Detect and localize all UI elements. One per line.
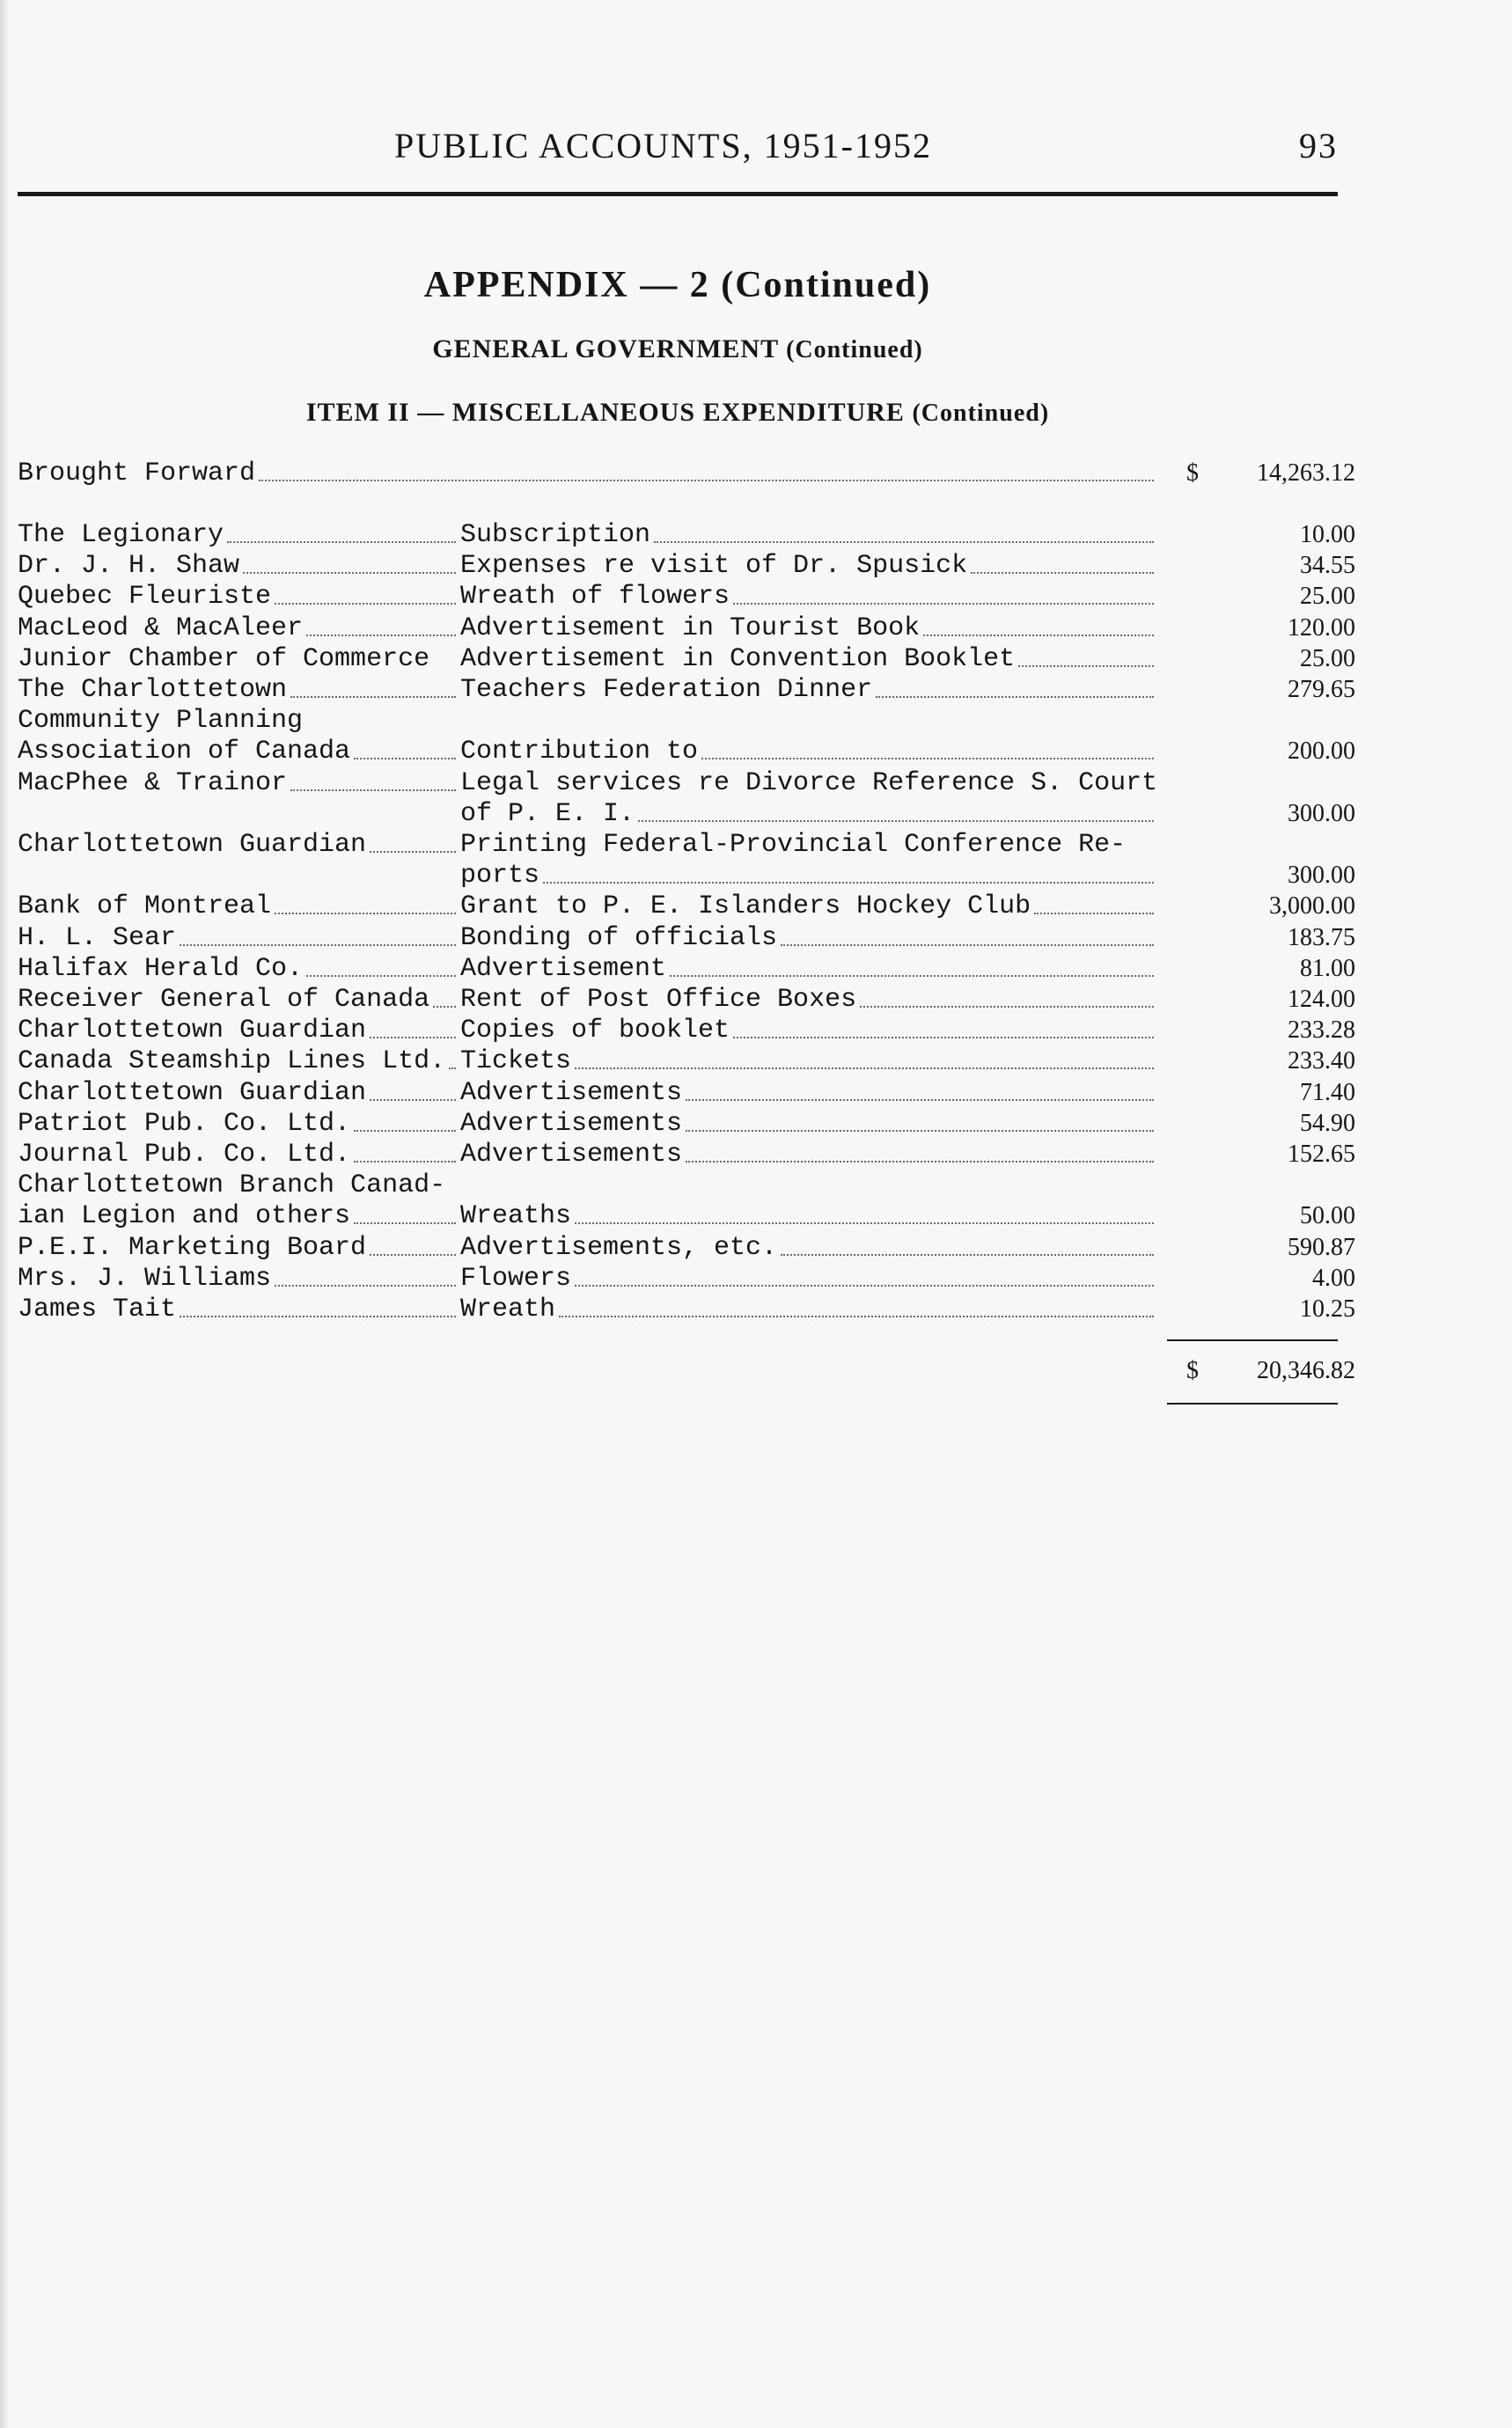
payee-name: Charlottetown Guardian	[18, 1077, 367, 1108]
purpose-cell	[460, 1294, 1157, 1325]
dot-leader	[275, 1285, 456, 1287]
table-row	[18, 829, 1338, 861]
purpose-text: Contribution to	[460, 737, 699, 767]
purpose-text: Expenses re visit of Dr. Spusick	[460, 551, 968, 582]
dot-leader	[290, 696, 456, 698]
total-row	[18, 1355, 1355, 1387]
purpose-cell	[460, 1077, 1157, 1109]
purpose-cell	[460, 674, 1157, 706]
amount-cell: 300.00	[1288, 862, 1355, 890]
amount-cell: 590.87	[1288, 1233, 1355, 1261]
payee-cell	[18, 550, 459, 582]
appendix-title: APPENDIX — 2 (Continued)	[423, 265, 932, 305]
amount-cell	[1162, 705, 1355, 737]
payee-name: Canada Steamship Lines Ltd.	[18, 1046, 446, 1077]
payee-name: Community Planning	[18, 706, 304, 737]
dot-leader	[180, 1316, 456, 1317]
dot-leader	[701, 758, 1154, 759]
purpose-text: Advertisement in Convention Booklet	[460, 643, 1016, 674]
payee-name: Mrs. J. Williams	[18, 1263, 272, 1294]
dot-leader	[575, 1067, 1154, 1069]
purpose-cell	[460, 519, 1157, 551]
table-row	[18, 1108, 1355, 1140]
purpose-cell	[460, 1200, 1157, 1232]
dot-leader	[290, 789, 456, 791]
dot-leader	[559, 1316, 1154, 1317]
purpose-cell	[460, 860, 1157, 891]
purpose-text: Wreaths	[460, 1201, 572, 1232]
table-row	[18, 643, 1355, 675]
purpose-text: Printing Federal-Provincial Conference Re-	[460, 830, 1127, 860]
dot-leader	[370, 1099, 456, 1101]
purpose-text: of P. E. I.	[460, 798, 635, 829]
table-row	[18, 736, 1355, 767]
total-currency: $	[1186, 1357, 1199, 1384]
payee-cell	[18, 519, 459, 551]
payee-name: Charlottetown Branch Canad-	[18, 1170, 446, 1201]
amount-cell: 25.00	[1300, 644, 1355, 672]
table-row	[18, 674, 1355, 706]
dot-leader	[654, 541, 1154, 543]
purpose-cell	[460, 1170, 1157, 1201]
purpose-cell	[460, 891, 1157, 922]
payee-name: P.E.I. Marketing Board	[18, 1232, 367, 1263]
amount-cell: 71.40	[1300, 1078, 1355, 1106]
payee-cell	[18, 1200, 459, 1232]
payee-cell	[18, 1294, 459, 1325]
amount-cell: 233.28	[1288, 1016, 1355, 1045]
dot-leader	[575, 1285, 1154, 1287]
dot-leader	[354, 1161, 456, 1163]
brought-forward-amount: 14,263.12	[1257, 459, 1355, 487]
running-title: PUBLIC ACCOUNTS, 1951-1952	[394, 126, 932, 165]
purpose-text: Legal services re Divorce Reference S. Court	[460, 767, 1157, 798]
purpose-text: Bonding of officials	[460, 922, 778, 953]
item-title-paren: (Continued)	[912, 400, 1050, 427]
dot-leader	[370, 1254, 456, 1256]
table-row	[18, 922, 1355, 954]
purpose-cell	[460, 1139, 1157, 1170]
payee-name: Bank of Montreal	[18, 891, 272, 922]
dot-leader	[180, 944, 456, 946]
brought-forward-row	[18, 458, 1355, 489]
purpose-text: Advertisements	[460, 1108, 683, 1139]
payee-name: ian Legion and others	[18, 1201, 351, 1232]
amount-cell: 3,000.00	[1269, 892, 1355, 921]
dot-leader	[1034, 913, 1154, 914]
purpose-cell	[460, 705, 1157, 737]
payee-cell	[18, 860, 459, 891]
amount-cell	[1162, 1170, 1355, 1201]
purpose-cell	[460, 1263, 1157, 1295]
payee-cell	[18, 891, 459, 922]
amount-cell: 233.40	[1288, 1047, 1355, 1075]
purpose-text: Teachers Federation Dinner	[460, 675, 873, 705]
page-header	[18, 125, 1338, 169]
dot-leader	[971, 572, 1154, 574]
amount-cell: 54.90	[1300, 1109, 1355, 1137]
payee-name: Receiver General of Canada	[18, 985, 430, 1015]
payee-name: MacLeod & MacAleer	[18, 613, 304, 643]
purpose-cell	[460, 1015, 1157, 1046]
dot-leader	[306, 975, 456, 977]
purpose-text: Advertisements	[460, 1077, 683, 1108]
item-title-main: ITEM II — MISCELLANEOUS EXPENDITURE	[305, 398, 905, 427]
purpose-cell	[460, 736, 1157, 767]
purpose-text: Rent of Post Office Boxes	[460, 985, 857, 1015]
table-row	[18, 1232, 1355, 1264]
table-row	[18, 1139, 1355, 1170]
amount-cell: 10.25	[1300, 1295, 1355, 1323]
payee-name: H. L. Sear	[18, 922, 177, 953]
table-row	[18, 1294, 1355, 1325]
payee-cell	[18, 1077, 459, 1109]
purpose-cell	[460, 643, 1157, 675]
dot-leader	[686, 1099, 1154, 1101]
table-row	[18, 581, 1355, 613]
purpose-cell	[460, 798, 1157, 830]
amount-cell: 10.00	[1300, 521, 1355, 548]
dot-leader	[860, 1006, 1154, 1008]
purpose-text: Wreath of flowers	[460, 582, 730, 613]
payee-cell	[18, 1263, 459, 1295]
dot-leader	[670, 975, 1154, 977]
dot-leader	[923, 635, 1154, 636]
purpose-text: Advertisement in Tourist Book	[460, 613, 921, 643]
amount-cell	[1162, 829, 1355, 861]
dot-leader	[306, 635, 456, 636]
payee-cell	[18, 674, 459, 706]
payee-cell	[18, 953, 459, 985]
amount-cell: 124.00	[1288, 986, 1355, 1013]
dot-leader	[275, 913, 456, 914]
dot-leader	[275, 603, 456, 605]
sum-rule-top	[1167, 1339, 1338, 1341]
dot-leader	[449, 1067, 456, 1069]
table-row	[18, 1200, 1355, 1232]
amount-cell: 50.00	[1300, 1202, 1355, 1230]
payee-cell	[18, 705, 459, 737]
table-row	[18, 798, 1355, 830]
purpose-text: ports	[460, 861, 540, 891]
table-row	[18, 550, 1355, 582]
table-row	[18, 519, 1355, 551]
table-row	[18, 984, 1355, 1016]
amount-cell: 120.00	[1288, 613, 1355, 642]
dot-leader	[370, 851, 456, 853]
brought-forward-currency: $	[1186, 459, 1199, 487]
header-rule	[18, 192, 1338, 196]
purpose-cell	[460, 550, 1157, 582]
purpose-text: Subscription	[460, 520, 651, 550]
dot-leader	[227, 541, 456, 543]
dot-leader	[733, 1037, 1154, 1038]
dot-leader	[686, 1130, 1154, 1132]
payee-cell	[18, 798, 459, 830]
dot-leader	[686, 1161, 1154, 1163]
payee-cell	[18, 984, 459, 1016]
dot-leader	[1018, 665, 1154, 667]
purpose-text: Advertisement	[460, 953, 667, 984]
payee-cell	[18, 1015, 459, 1046]
dot-leader	[354, 1222, 456, 1224]
dot-leader	[876, 696, 1154, 698]
purpose-cell	[460, 829, 1157, 861]
amount-cell: 300.00	[1288, 799, 1355, 827]
purpose-cell	[460, 984, 1157, 1016]
payee-name: James Tait	[18, 1295, 177, 1324]
purpose-text: Flowers	[460, 1263, 572, 1294]
purpose-cell	[460, 613, 1157, 644]
purpose-cell	[460, 767, 1157, 799]
brought-forward-label-cell	[18, 458, 1157, 489]
dot-leader	[354, 1130, 456, 1132]
purpose-text: Wreath	[460, 1295, 556, 1324]
table-row	[18, 613, 1355, 644]
dot-leader	[575, 1222, 1154, 1224]
payee-name: Junior Chamber of Commerce	[18, 643, 430, 674]
table-row	[18, 891, 1355, 922]
dot-leader	[781, 944, 1154, 946]
amount-cell: 4.00	[1312, 1264, 1355, 1292]
purpose-cell	[460, 1045, 1157, 1077]
table-row	[18, 1015, 1355, 1046]
payee-name: Charlottetown Guardian	[18, 830, 367, 860]
amount-cell: 152.65	[1288, 1141, 1355, 1168]
payee-name: Patriot Pub. Co. Ltd.	[18, 1108, 351, 1139]
dot-leader	[259, 480, 1154, 481]
payee-cell	[18, 922, 459, 954]
table-row	[18, 1263, 1355, 1295]
purpose-cell	[460, 922, 1157, 954]
payee-name: Quebec Fleuriste	[18, 582, 272, 613]
amount-cell: 279.65	[1288, 676, 1355, 703]
dot-leader	[543, 882, 1154, 884]
payee-cell	[18, 643, 459, 675]
amount-cell: 200.00	[1288, 737, 1355, 766]
total-amount: 20,346.82	[1257, 1357, 1355, 1384]
page-number: 93	[1299, 126, 1338, 165]
payee-name: Charlottetown Guardian	[18, 1016, 367, 1046]
payee-cell	[18, 1232, 459, 1264]
table-row	[18, 1170, 1338, 1201]
payee-cell	[18, 1045, 459, 1077]
amount-cell: 81.00	[1300, 954, 1355, 982]
payee-cell	[18, 1108, 459, 1140]
dot-leader	[354, 758, 456, 759]
dot-leader	[370, 1037, 456, 1038]
table-row	[18, 860, 1355, 891]
item-title	[0, 398, 1355, 428]
payee-cell	[18, 829, 459, 861]
amount-cell	[1162, 767, 1355, 799]
section-title-paren: (Continued)	[786, 336, 923, 363]
purpose-text: Advertisements, etc.	[460, 1232, 778, 1263]
brought-forward-label: Brought Forward	[18, 458, 256, 488]
payee-cell	[18, 613, 459, 644]
amount-cell: 25.00	[1300, 583, 1355, 611]
table-row	[18, 953, 1355, 985]
dot-leader	[781, 1254, 1154, 1256]
section-title-main: GENERAL GOVERNMENT	[432, 334, 779, 363]
purpose-text: Grant to P. E. Islanders Hockey Club	[460, 891, 1031, 922]
payee-name: The Legionary	[18, 520, 224, 550]
payee-cell	[18, 1170, 459, 1201]
payee-cell	[18, 1139, 459, 1170]
dot-leader	[243, 572, 456, 574]
purpose-cell	[460, 1108, 1157, 1140]
purpose-text: Copies of booklet	[460, 1016, 730, 1046]
payee-name: Halifax Herald Co.	[18, 953, 304, 984]
table-row	[18, 705, 1338, 737]
dot-leader	[733, 603, 1154, 605]
payee-name: Journal Pub. Co. Ltd.	[18, 1140, 351, 1170]
payee-cell	[18, 767, 459, 799]
table-row	[18, 1045, 1355, 1077]
amount-cell: 34.55	[1300, 552, 1355, 580]
payee-name: The Charlottetown	[18, 675, 288, 705]
dot-leader	[638, 820, 1154, 822]
purpose-text: Advertisements	[460, 1140, 683, 1170]
purpose-text: Tickets	[460, 1046, 572, 1077]
purpose-cell	[460, 953, 1157, 985]
dot-leader	[433, 1006, 456, 1008]
table-row	[18, 1077, 1355, 1109]
table-row	[18, 767, 1338, 799]
amount-cell: 183.75	[1288, 923, 1355, 951]
purpose-cell	[460, 581, 1157, 613]
purpose-cell	[460, 1232, 1157, 1264]
payee-cell	[18, 581, 459, 613]
sum-rule-bottom	[1167, 1403, 1338, 1405]
section-title	[0, 334, 1355, 364]
payee-name: Association of Canada	[18, 737, 351, 767]
payee-name: Dr. J. H. Shaw	[18, 551, 240, 582]
payee-name: MacPhee & Trainor	[18, 767, 288, 798]
payee-cell	[18, 736, 459, 767]
